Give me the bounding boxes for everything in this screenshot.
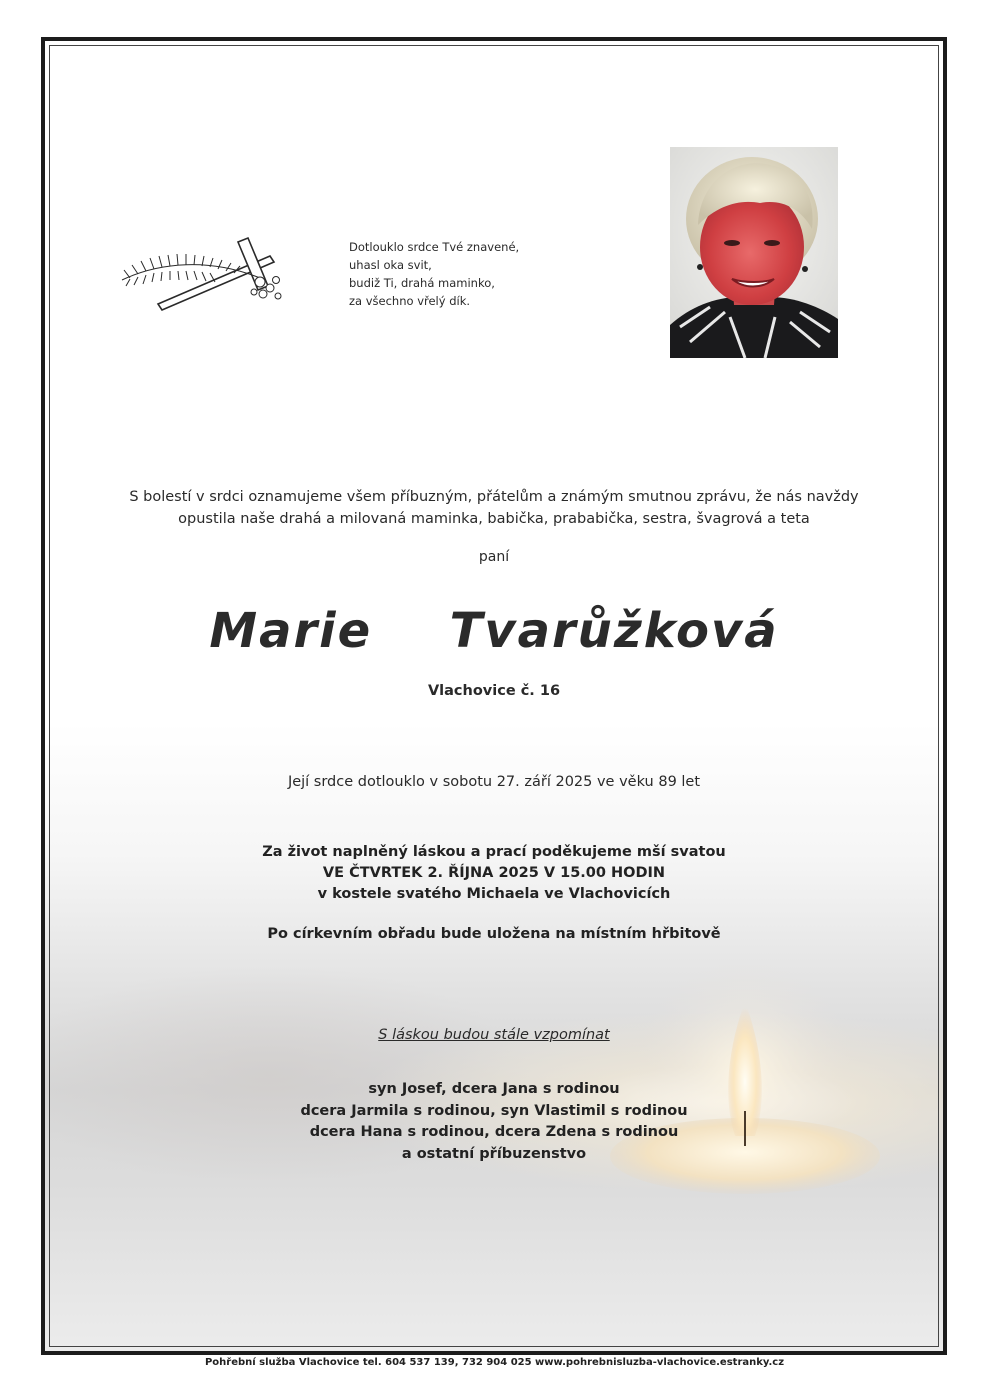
memory-heading: S láskou budou stále vzpomínat xyxy=(378,1027,610,1043)
ceremony-line-1: Za život naplněný láskou a prací poděkujeme mší svatou xyxy=(262,844,726,860)
poem-line-3: budiž Ti, drahá maminko, xyxy=(349,276,495,290)
cross-with-palm-icon xyxy=(120,236,290,311)
mourners-line-2: dcera Jarmila s rodinou, syn Vlastimil s rodinou xyxy=(300,1102,688,1119)
ceremony-info xyxy=(45,842,943,905)
ceremony-line-3: v kostele svatého Michaela ve Vlachovicích xyxy=(317,886,671,902)
mourners-line-3: dcera Hana s rodinou, dcera Zdena s rodinou xyxy=(309,1124,679,1140)
obituary-frame xyxy=(41,37,947,1355)
mourners-line-4: a ostatní příbuzenstvo xyxy=(401,1145,587,1162)
mourners-line-1: syn Josef, dcera Jana s rodinou xyxy=(368,1081,620,1097)
burial-note: Po církevním obřadu bude uložena na místním hřbitově xyxy=(267,926,721,942)
poem-line-2: uhasl oka svit, xyxy=(349,258,432,272)
announcement-text xyxy=(45,486,943,530)
deceased-name: Marie Tvarůžková xyxy=(209,603,779,659)
funeral-service-footer: Pohřební služba Vlachovice tel. 604 537 139, 732 904 025 www.pohrebnisluzba-vlachovice.estranky.cz xyxy=(204,1357,785,1368)
deceased-address: Vlachovice č. 16 xyxy=(427,683,561,699)
announcement-line-1: S bolestí v srdci oznamujeme všem příbuzným, přátelům a známým smutnou zprávu, že nás navždy xyxy=(129,489,859,505)
mourners-list xyxy=(45,1079,943,1165)
announcement-line-2: opustila naše drahá a milovaná maminka, babička, prababička, sestra, švagrová a teta xyxy=(178,511,810,527)
ceremony-line-2: VE ČTVRTEK 2. ŘÍJNA 2025 V 15.00 HODIN xyxy=(322,865,666,881)
poem-line-4: za všechno vřelý dík. xyxy=(349,294,471,308)
poem xyxy=(349,238,519,310)
title-prefix: paní xyxy=(478,549,510,565)
death-note: Její srdce dotlouklo v sobotu 27. září 2025 ve věku 89 let xyxy=(287,774,701,790)
poem-line-1: Dotlouklo srdce Tvé znavené, xyxy=(349,240,520,254)
portrait-photo xyxy=(670,147,838,358)
